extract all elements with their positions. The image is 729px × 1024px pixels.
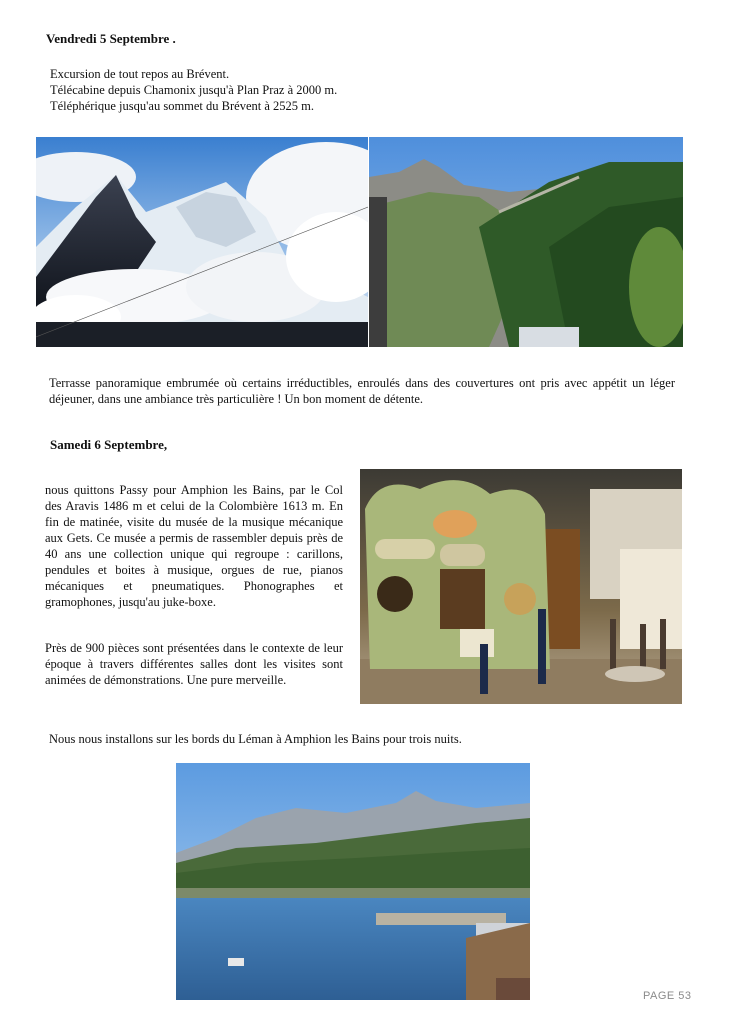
photo-mont-blanc-clouds xyxy=(36,137,368,347)
page-number: PAGE 53 xyxy=(643,990,692,1002)
day1-line-2: Télécabine depuis Chamonix jusqu'à Plan Praz à 2000 m. xyxy=(50,83,338,97)
day2-closing: Nous nous installons sur les bords du Léman à Amphion les Bains pour trois nuits. xyxy=(49,732,462,746)
photo-lake-leman xyxy=(176,763,530,1000)
day1-line-3: Téléphérique jusqu'au sommet du Brévent à 2525 m. xyxy=(50,99,314,113)
day1-line-1: Excursion de tout repos au Brévent. xyxy=(50,67,230,81)
day2-heading: Samedi 6 Septembre, xyxy=(50,437,168,452)
day1-intro xyxy=(50,66,337,114)
day2-paragraph-2: Près de 900 pièces sont présentées dans le contexte de leur époque à travers différentes salles dont les visites sont animées de démonstrations. Une pure merveille. xyxy=(45,641,343,687)
day1-heading: Vendredi 5 Septembre . xyxy=(46,31,176,46)
photo-museum-organ xyxy=(360,469,682,704)
day2-paragraph-1: nous quittons Passy pour Amphion les Bains, par le Col des Aravis 1486 m et celui de la Colombière 1613 m. En fin de matinée, visite du musée de la musique mécanique aux Gets. Ce musée a permis de rassembler depuis près de 40 ans une collection unique qui regroupe : carillons, pendules et boites à musique, orgues de rue, pianos mécaniques et pneumatiques. Phonographes et gramophones, jusqu'au juke-boxe. xyxy=(45,483,343,609)
photo-chamonix-valley xyxy=(369,137,683,347)
day1-caption: Terrasse panoramique embrumée où certains irréductibles, enroulés dans des couvertures ont pris avec appétit un léger déjeuner, dans une ambiance très particulière ! Un bon moment de détente. xyxy=(49,376,675,406)
